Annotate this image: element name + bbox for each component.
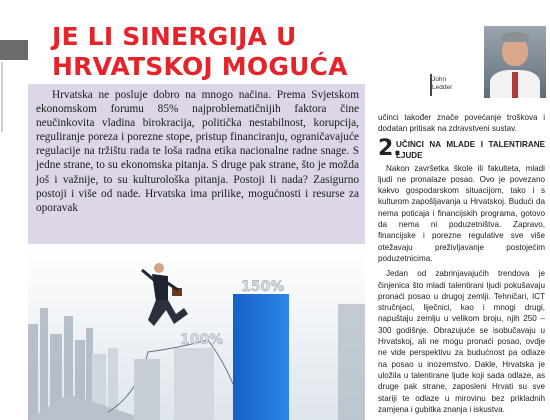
section-number: 2. — [378, 135, 402, 161]
section-heading — [378, 135, 545, 161]
author-first-name: John — [432, 76, 447, 83]
photo-tie — [512, 72, 518, 98]
lead-box — [28, 84, 365, 244]
illustration-svg — [28, 244, 365, 420]
headline-line-2: HRVATSKOJ MOGUĆA — [52, 52, 348, 81]
illustration — [28, 244, 365, 420]
bar-150 — [233, 294, 289, 420]
bar-small — [134, 359, 160, 420]
label-150: 150% — [241, 279, 285, 295]
lead-text: Hrvatska ne posluje dobro na mnogo načina. Prema Svjetskom ekonomskom forumu 85% najproblematičnijih faktora čine neučinkovita vladina birokracija, politička nestabilnost, korupcija, reguliranje poreza i porezne stope, pristup financiranju, ograničavajuće regulacije na tržištu rada te loša radna etika nacionalne radne snage. S jedne strane, to su ekonomska pitanja. S druge pak strane, što je možda još i važnije, to su kulturološka pitanja. Postoji li nada? Zasigurno postoji i više od nade. Hrvatska ima prilike, mogućnosti i resurse za oporavak — [36, 89, 359, 214]
headline-line-1: JE LI SINERGIJA U — [52, 22, 297, 51]
author-byline — [432, 76, 480, 92]
photo-hair — [501, 32, 529, 42]
paragraph-2: Jedan od zabrinjavajućih trendova je činjenica što mladi talentirani ljudi pokušavaju pronaći posao u drugoj zemlji. Tehničari, ICT stručnjaci, liječnici, kao i mnogi drugi, napuštaju zemlju u velikom broju, njih 250 – 300 godišnje. Obrazujuće se isobučavaju u Hrvatskoj, ali ne mogu pronaći posao, ovdje ne vide perspektivu za budućnost pa odlaze na posao u inozemstvo. Dakle, Hrvatska je uložila u talentirane ljude koji sada odlaze, as druge pak strane, zaposleni Hrvati su sve stariji te odlaze u mirovinu bez prikladnih zamjena i gubitka znanja i iskustva. — [378, 269, 545, 414]
building-right — [338, 304, 365, 420]
section-tab — [0, 40, 28, 60]
article-column — [378, 112, 545, 415]
bar-100 — [174, 348, 214, 420]
paragraph-1: Nakon završetka škole ili fakulteta, mladi ljudi ne pronalaze posao. Ovo je povezano kakvo gospodarskom situacijom, tako i s kulturom zapošljavanja u Hrvatskoj. Budući da nema poticaja i financijskih programa, gotovo da nema ni poduzetništva. Zapravo, financijske i porezne regulative sve više otežavaju preživljavanje postojećim poduzetnicima. — [378, 163, 545, 263]
label-100: 100% — [180, 332, 224, 348]
author-photo — [484, 26, 546, 98]
section-title: UČINCI NA MLADE I TALENTIRANE LJUDE — [396, 139, 545, 160]
continuation-text: učinci također znače povećanje troškova i dodatan pritisak na zdravstveni sustav. — [378, 113, 545, 134]
side-rule — [1, 62, 3, 132]
author-last-name: Ledder — [432, 84, 453, 91]
headline — [52, 22, 442, 82]
